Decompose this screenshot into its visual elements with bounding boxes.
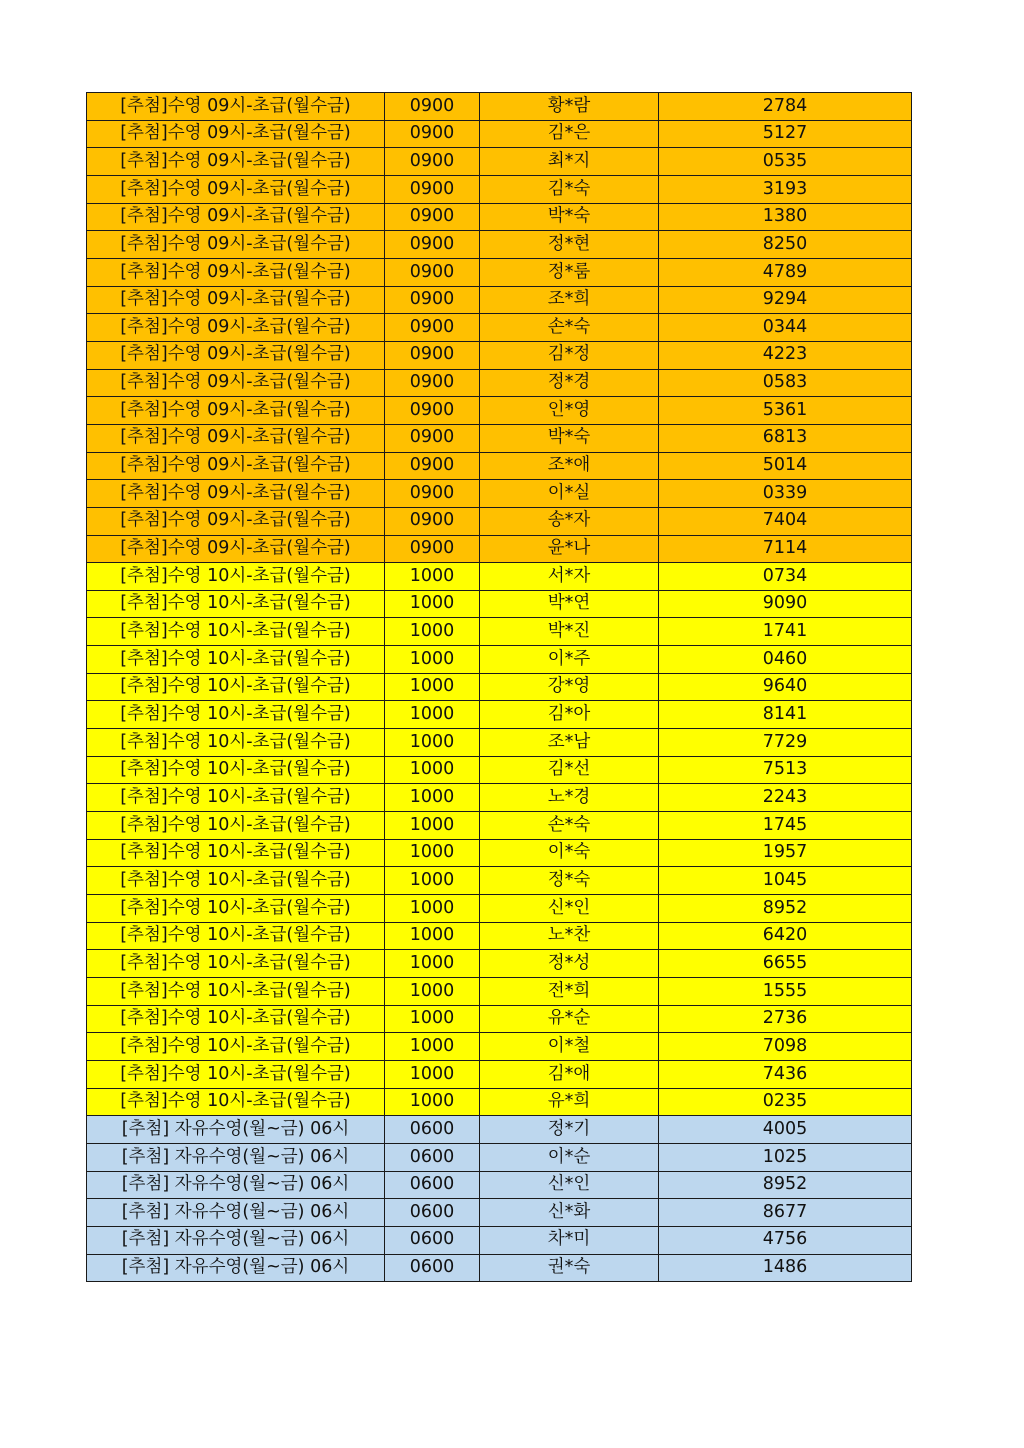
lottery-result-table (86, 92, 912, 1282)
phone-cell: 4005 (659, 1116, 912, 1144)
program-cell: [추첨]수영 10시-초급(월수금) (87, 618, 385, 646)
time-cell: 0600 (385, 1254, 480, 1282)
table-row (87, 369, 912, 397)
program-cell: [추첨]수영 10시-초급(월수금) (87, 729, 385, 757)
time-cell: 0900 (385, 535, 480, 563)
program-cell: [추첨]수영 09시-초급(월수금) (87, 286, 385, 314)
table-row (87, 1171, 912, 1199)
table-row (87, 1088, 912, 1116)
time-cell: 1000 (385, 1088, 480, 1116)
phone-cell: 8677 (659, 1199, 912, 1227)
program-cell: [추첨]수영 10시-초급(월수금) (87, 673, 385, 701)
phone-cell: 1555 (659, 978, 912, 1006)
name-cell: 신*인 (480, 895, 659, 923)
table-row (87, 231, 912, 259)
time-cell: 1000 (385, 895, 480, 923)
phone-cell: 7436 (659, 1060, 912, 1088)
table-row (87, 1254, 912, 1282)
program-cell: [추첨]수영 10시-초급(월수금) (87, 1060, 385, 1088)
name-cell: 김*선 (480, 756, 659, 784)
program-cell: [추첨] 자유수영(월~금) 06시 (87, 1254, 385, 1282)
phone-cell: 2736 (659, 1005, 912, 1033)
program-cell: [추첨]수영 10시-초급(월수금) (87, 978, 385, 1006)
time-cell: 1000 (385, 646, 480, 674)
name-cell: 손*숙 (480, 812, 659, 840)
program-cell: [추첨]수영 09시-초급(월수금) (87, 120, 385, 148)
name-cell: 노*찬 (480, 922, 659, 950)
phone-cell: 4223 (659, 341, 912, 369)
time-cell: 0900 (385, 424, 480, 452)
name-cell: 이*주 (480, 646, 659, 674)
program-cell: [추첨]수영 10시-초급(월수금) (87, 895, 385, 923)
table-row (87, 673, 912, 701)
program-cell: [추첨] 자유수영(월~금) 06시 (87, 1199, 385, 1227)
phone-cell: 1045 (659, 867, 912, 895)
phone-cell: 0583 (659, 369, 912, 397)
table-row (87, 812, 912, 840)
program-cell: [추첨]수영 10시-초급(월수금) (87, 701, 385, 729)
table-row (87, 701, 912, 729)
table-row (87, 286, 912, 314)
name-cell: 이*순 (480, 1143, 659, 1171)
time-cell: 0900 (385, 480, 480, 508)
name-cell: 김*아 (480, 701, 659, 729)
name-cell: 이*숙 (480, 839, 659, 867)
phone-cell: 2784 (659, 93, 912, 121)
phone-cell: 0339 (659, 480, 912, 508)
name-cell: 신*화 (480, 1199, 659, 1227)
phone-cell: 0535 (659, 148, 912, 176)
phone-cell: 7729 (659, 729, 912, 757)
table-row (87, 120, 912, 148)
table-row (87, 1226, 912, 1254)
time-cell: 1000 (385, 812, 480, 840)
phone-cell: 6420 (659, 922, 912, 950)
phone-cell: 1741 (659, 618, 912, 646)
table-row (87, 93, 912, 121)
table-row (87, 1060, 912, 1088)
name-cell: 박*숙 (480, 203, 659, 231)
phone-cell: 9090 (659, 590, 912, 618)
table-row (87, 1143, 912, 1171)
time-cell: 0600 (385, 1143, 480, 1171)
time-cell: 1000 (385, 978, 480, 1006)
name-cell: 조*애 (480, 452, 659, 480)
program-cell: [추첨]수영 10시-초급(월수금) (87, 590, 385, 618)
table-row (87, 646, 912, 674)
time-cell: 0600 (385, 1116, 480, 1144)
phone-cell: 1380 (659, 203, 912, 231)
program-cell: [추첨]수영 09시-초급(월수금) (87, 452, 385, 480)
program-cell: [추첨]수영 09시-초급(월수금) (87, 148, 385, 176)
name-cell: 황*람 (480, 93, 659, 121)
name-cell: 김*은 (480, 120, 659, 148)
program-cell: [추첨]수영 10시-초급(월수금) (87, 867, 385, 895)
program-cell: [추첨]수영 09시-초급(월수금) (87, 314, 385, 342)
time-cell: 0900 (385, 314, 480, 342)
program-cell: [추첨]수영 09시-초급(월수금) (87, 507, 385, 535)
time-cell: 0900 (385, 507, 480, 535)
table-row (87, 424, 912, 452)
name-cell: 정*숙 (480, 867, 659, 895)
name-cell: 김*숙 (480, 175, 659, 203)
phone-cell: 6655 (659, 950, 912, 978)
name-cell: 전*희 (480, 978, 659, 1006)
table-row (87, 314, 912, 342)
time-cell: 0900 (385, 148, 480, 176)
phone-cell: 8952 (659, 895, 912, 923)
table-row (87, 590, 912, 618)
phone-cell: 5361 (659, 397, 912, 425)
time-cell: 1000 (385, 867, 480, 895)
table-body (87, 93, 912, 1282)
phone-cell: 1025 (659, 1143, 912, 1171)
phone-cell: 7513 (659, 756, 912, 784)
program-cell: [추첨]수영 10시-초급(월수금) (87, 1005, 385, 1033)
time-cell: 0600 (385, 1226, 480, 1254)
name-cell: 노*경 (480, 784, 659, 812)
program-cell: [추첨]수영 10시-초급(월수금) (87, 756, 385, 784)
program-cell: [추첨]수영 09시-초급(월수금) (87, 369, 385, 397)
table-row (87, 895, 912, 923)
phone-cell: 0344 (659, 314, 912, 342)
program-cell: [추첨]수영 09시-초급(월수금) (87, 424, 385, 452)
program-cell: [추첨] 자유수영(월~금) 06시 (87, 1226, 385, 1254)
program-cell: [추첨] 자유수영(월~금) 06시 (87, 1143, 385, 1171)
table-row (87, 839, 912, 867)
phone-cell: 2243 (659, 784, 912, 812)
phone-cell: 8250 (659, 231, 912, 259)
table-row (87, 1116, 912, 1144)
phone-cell: 1745 (659, 812, 912, 840)
program-cell: [추첨] 자유수영(월~금) 06시 (87, 1171, 385, 1199)
name-cell: 박*진 (480, 618, 659, 646)
name-cell: 김*애 (480, 1060, 659, 1088)
name-cell: 박*숙 (480, 424, 659, 452)
name-cell: 최*지 (480, 148, 659, 176)
time-cell: 0900 (385, 93, 480, 121)
name-cell: 박*연 (480, 590, 659, 618)
phone-cell: 5127 (659, 120, 912, 148)
name-cell: 서*자 (480, 563, 659, 591)
name-cell: 조*희 (480, 286, 659, 314)
phone-cell: 1957 (659, 839, 912, 867)
program-cell: [추첨]수영 10시-초급(월수금) (87, 812, 385, 840)
table-row (87, 452, 912, 480)
time-cell: 0600 (385, 1199, 480, 1227)
table-row (87, 148, 912, 176)
time-cell: 1000 (385, 950, 480, 978)
phone-cell: 9640 (659, 673, 912, 701)
table-row (87, 175, 912, 203)
program-cell: [추첨]수영 09시-초급(월수금) (87, 341, 385, 369)
table-row (87, 563, 912, 591)
time-cell: 0600 (385, 1171, 480, 1199)
program-cell: [추첨]수영 10시-초급(월수금) (87, 1088, 385, 1116)
program-cell: [추첨]수영 10시-초급(월수금) (87, 839, 385, 867)
program-cell: [추첨] 자유수영(월~금) 06시 (87, 1116, 385, 1144)
time-cell: 0900 (385, 175, 480, 203)
phone-cell: 5014 (659, 452, 912, 480)
table-row (87, 950, 912, 978)
time-cell: 0900 (385, 369, 480, 397)
phone-cell: 7114 (659, 535, 912, 563)
table-row (87, 258, 912, 286)
time-cell: 1000 (385, 922, 480, 950)
time-cell: 1000 (385, 1033, 480, 1061)
name-cell: 권*숙 (480, 1254, 659, 1282)
name-cell: 정*성 (480, 950, 659, 978)
phone-cell: 7404 (659, 507, 912, 535)
time-cell: 0900 (385, 452, 480, 480)
time-cell: 0900 (385, 341, 480, 369)
table-row (87, 1199, 912, 1227)
phone-cell: 1486 (659, 1254, 912, 1282)
program-cell: [추첨]수영 09시-초급(월수금) (87, 231, 385, 259)
name-cell: 김*정 (480, 341, 659, 369)
phone-cell: 0460 (659, 646, 912, 674)
name-cell: 정*기 (480, 1116, 659, 1144)
program-cell: [추첨]수영 09시-초급(월수금) (87, 397, 385, 425)
table-row (87, 756, 912, 784)
phone-cell: 0235 (659, 1088, 912, 1116)
name-cell: 유*순 (480, 1005, 659, 1033)
program-cell: [추첨]수영 09시-초급(월수금) (87, 258, 385, 286)
program-cell: [추첨]수영 10시-초급(월수금) (87, 1033, 385, 1061)
name-cell: 윤*나 (480, 535, 659, 563)
time-cell: 1000 (385, 590, 480, 618)
table-row (87, 867, 912, 895)
program-cell: [추첨]수영 09시-초급(월수금) (87, 480, 385, 508)
program-cell: [추첨]수영 10시-초급(월수금) (87, 784, 385, 812)
phone-cell: 4756 (659, 1226, 912, 1254)
phone-cell: 0734 (659, 563, 912, 591)
name-cell: 송*자 (480, 507, 659, 535)
table-row (87, 535, 912, 563)
program-cell: [추첨]수영 09시-초급(월수금) (87, 535, 385, 563)
table-row (87, 729, 912, 757)
time-cell: 0900 (385, 258, 480, 286)
table-row (87, 341, 912, 369)
time-cell: 0900 (385, 231, 480, 259)
phone-cell: 6813 (659, 424, 912, 452)
table-row (87, 480, 912, 508)
program-cell: [추첨]수영 10시-초급(월수금) (87, 950, 385, 978)
program-cell: [추첨]수영 09시-초급(월수금) (87, 203, 385, 231)
program-cell: [추첨]수영 10시-초급(월수금) (87, 646, 385, 674)
table-row (87, 978, 912, 1006)
time-cell: 1000 (385, 839, 480, 867)
name-cell: 이*철 (480, 1033, 659, 1061)
name-cell: 강*영 (480, 673, 659, 701)
time-cell: 1000 (385, 673, 480, 701)
name-cell: 손*숙 (480, 314, 659, 342)
time-cell: 0900 (385, 397, 480, 425)
time-cell: 1000 (385, 563, 480, 591)
table-row (87, 1033, 912, 1061)
name-cell: 인*영 (480, 397, 659, 425)
program-cell: [추첨]수영 09시-초급(월수금) (87, 175, 385, 203)
name-cell: 신*인 (480, 1171, 659, 1199)
table-row (87, 922, 912, 950)
time-cell: 0900 (385, 120, 480, 148)
time-cell: 1000 (385, 784, 480, 812)
phone-cell: 7098 (659, 1033, 912, 1061)
time-cell: 1000 (385, 1005, 480, 1033)
time-cell: 1000 (385, 618, 480, 646)
phone-cell: 3193 (659, 175, 912, 203)
time-cell: 1000 (385, 701, 480, 729)
table-row (87, 397, 912, 425)
name-cell: 정*경 (480, 369, 659, 397)
time-cell: 1000 (385, 729, 480, 757)
name-cell: 이*실 (480, 480, 659, 508)
time-cell: 0900 (385, 286, 480, 314)
program-cell: [추첨]수영 10시-초급(월수금) (87, 922, 385, 950)
time-cell: 1000 (385, 1060, 480, 1088)
table-row (87, 618, 912, 646)
table-row (87, 784, 912, 812)
name-cell: 정*현 (480, 231, 659, 259)
time-cell: 1000 (385, 756, 480, 784)
phone-cell: 8952 (659, 1171, 912, 1199)
name-cell: 조*남 (480, 729, 659, 757)
time-cell: 0900 (385, 203, 480, 231)
program-cell: [추첨]수영 10시-초급(월수금) (87, 563, 385, 591)
name-cell: 유*희 (480, 1088, 659, 1116)
name-cell: 차*미 (480, 1226, 659, 1254)
table-row (87, 507, 912, 535)
phone-cell: 8141 (659, 701, 912, 729)
table-row (87, 1005, 912, 1033)
phone-cell: 9294 (659, 286, 912, 314)
table-row (87, 203, 912, 231)
phone-cell: 4789 (659, 258, 912, 286)
program-cell: [추첨]수영 09시-초급(월수금) (87, 93, 385, 121)
name-cell: 정*룸 (480, 258, 659, 286)
